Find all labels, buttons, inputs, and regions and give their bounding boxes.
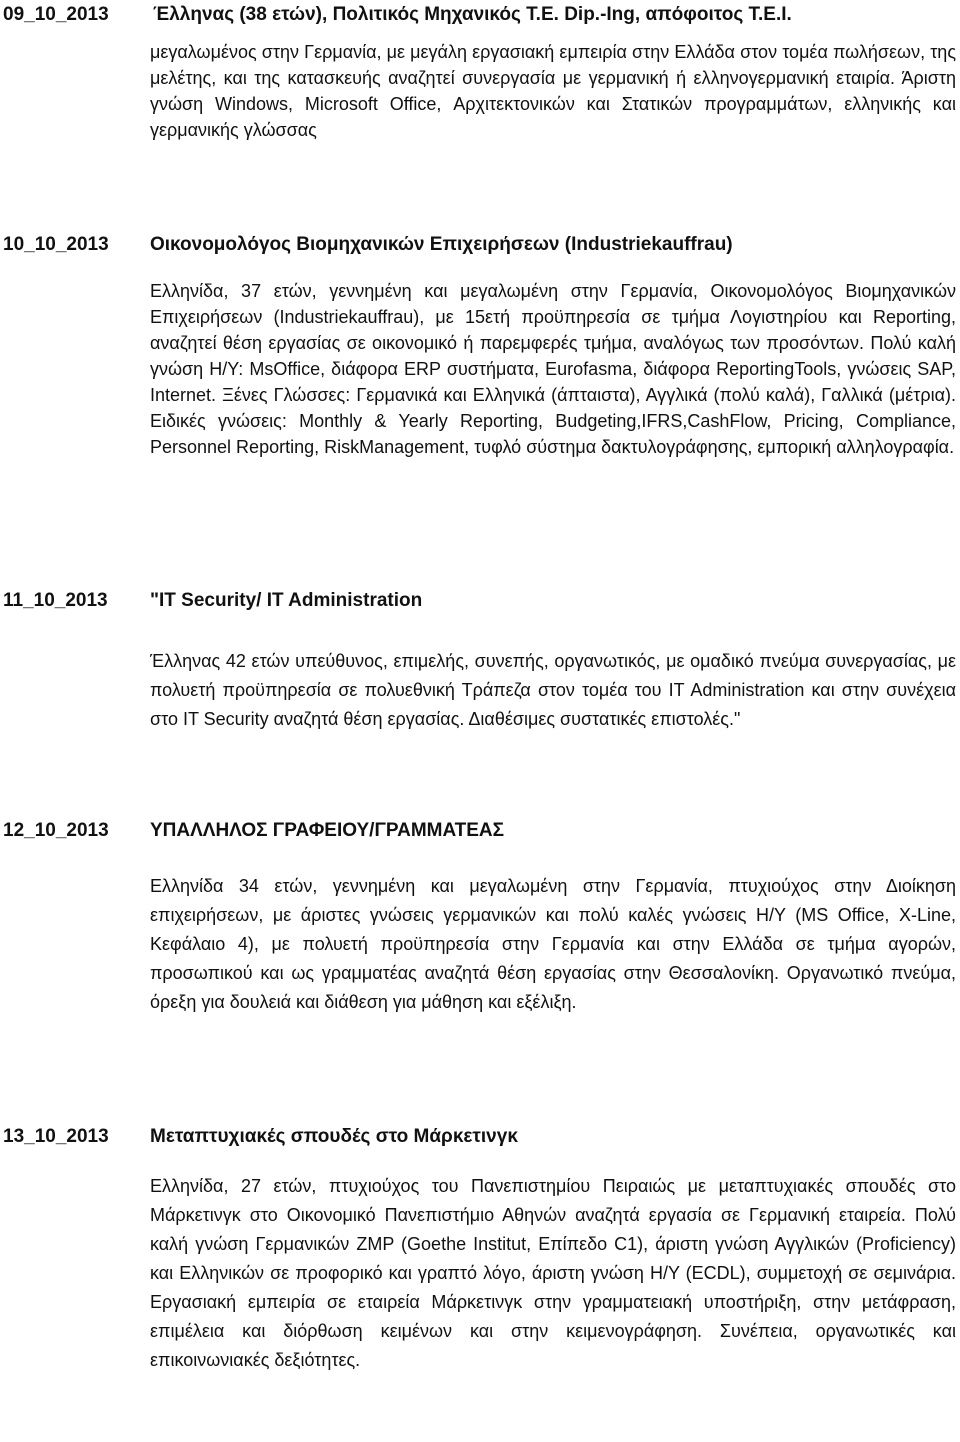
entry-heading: Μεταπτυχιακές σπουδές στο Μάρκετινγκ <box>150 1126 518 1147</box>
entry-heading: "IT Security/ IT Administration <box>150 590 423 611</box>
entry-body: Ελληνίδα, 27 ετών, πτυχιούχος του Πανεπιστημίου Πειραιώς με μεταπτυχιακές σπουδές στο Μάρκετινγκ στο Οικονομικό Πανεπιστήμιο Αθηνών αναζητά εργασία σε Γερμανική εταιρεία. Πολύ καλή γνώση Γερμανικών ZMP (Goethe Institut, Επίπεδο C1), άριστη γνώση Αγγλικών (Proficiency) και Ελληνικών σε προφορικό και γραπτό λόγο, άριστη γνώση Η/Υ (ECDL), συμμετοχή σε σεμινάρια. Εργασιακή εμπειρία σε εταιρεία Μάρκετινγκ στην γραμματειακή υποστήριξη, στην μετάφραση, επιμέλεια και διόρθωση κειμένων και στην κειμενογράφηση. Συνέπεια, οργανωτικές και επικοινωνιακές δεξιότητες. <box>150 1176 956 1370</box>
entry-date: 12_10_2013 <box>3 820 109 841</box>
entry-date: 11_10_2013 <box>3 590 108 611</box>
entry-date: 09_10_2013 <box>3 4 109 25</box>
entry-date: 10_10_2013 <box>3 234 109 255</box>
entry-body: Ελληνίδα, 37 ετών, γεννημένη και μεγαλωμένη στην Γερμανία, Οικονομολόγος Βιομηχανικών Επιχειρήσεων (Industriekauffrau), με 15ετή προϋπηρεσία σε τμήμα Λογιστηρίου και Reporting, αναζητεί θέση εργασίας σε οικονομικό ή παρεμφερές τμήμα, αναλόγως των προσόντων. Πολύ καλή γνώση Η/Υ: MsOffice, διάφορα ERP συστήματα, Eurofasma, διάφορα ReportingTools, γνώσεις SAP, Internet. Ξένες Γλώσσες: Γερμανικά και Ελληνικά (άπταιστα), Αγγλικά (πολύ καλά), Γαλλικά (μέτρια). Ειδικές γνώσεις: Monthly & Yearly Reporting, Budgeting,IFRS,CashFlow, Pricing, Compliance, Personnel Reporting, RiskManagement, τυφλό σύστημα δακτυλογράφησης, εμπορική αλληλογραφία. <box>150 281 956 457</box>
entry-date: 13_10_2013 <box>3 1126 109 1147</box>
entry-heading: Έλληνας (38 ετών), Πολιτικός Μηχανικός Τ.Ε. Dip.-Ing, απόφοιτος Τ.Ε.Ι. <box>153 4 792 25</box>
entry-body: Έλληνας 42 ετών υπεύθυνος, επιμελής, συνεπής, οργανωτικός, με ομαδικό πνεύμα συνεργασίας, με πολυετή προϋπηρεσία σε πολυεθνική Τράπεζα στον τομέα του IT Administration και στην συνέχεια στο IT Security αναζητά θέση εργασίας. Διαθέσιμες συστατικές επιστολές." <box>150 651 956 729</box>
entry-heading: Οικονομολόγος Βιομηχανικών Επιχειρήσεων (Industriekauffrau) <box>150 234 733 255</box>
entry-body: μεγαλωμένος στην Γερμανία, με μεγάλη εργασιακή εμπειρία στην Ελλάδα στον τομέα πωλήσεων, της μελέτης, και της κατασκευής αναζητεί συνεργασία με γερμανική ή ελληνογερμανική εταιρία. Άριστη γνώση Windows, Microsoft Office, Αρχιτεκτονικών και Στατικών προγραμμάτων, ελληνικής και γερμανικής γλώσσας <box>150 42 956 140</box>
entry-heading: ΥΠΑΛΛΗΛΟΣ ΓΡΑΦΕΙΟΥ/ΓΡΑΜΜΑΤΕΑΣ <box>150 820 505 841</box>
entry-body: Ελληνίδα 34 ετών, γεννημένη και μεγαλωμένη στην Γερμανία, πτυχιούχος στην Διοίκηση επιχειρήσεων, με άριστες γνώσεις γερμανικών και πολύ καλές γνώσεις Η/Υ (MS Office, X-Line, Κεφάλαιο 4), με πολυετή προϋπηρεσία στην Γερμανία και στην Ελλάδα σε τμήμα αγορών, προσωπικού και ως γραμματέας αναζητά θέση εργασίας στην Θεσσαλονίκη. Οργανωτικό πνεύμα, όρεξη για δουλειά και διάθεση για μάθηση και εξέλιξη. <box>150 876 956 1012</box>
